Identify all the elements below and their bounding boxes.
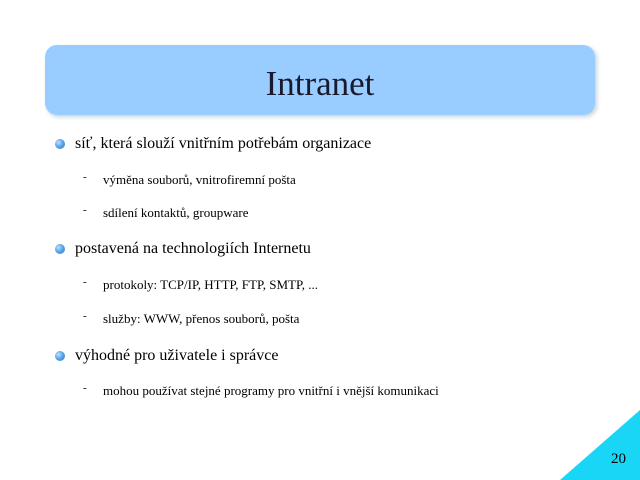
bullet-dot-icon: [55, 139, 65, 149]
dash-icon: -: [83, 204, 87, 216]
dash-icon: -: [83, 382, 87, 394]
corner-decoration: [560, 410, 640, 480]
bullet-text: výhodné pro uživatele i správce: [75, 347, 279, 364]
bullet-dot-icon: [55, 244, 65, 254]
page-number: 20: [611, 451, 626, 467]
dash-icon: -: [83, 276, 87, 288]
sub-bullet-text: sdílení kontaktů, groupware: [103, 205, 249, 220]
sub-bullet-text: výměna souborů, vnitrofiremní pošta: [103, 172, 296, 187]
bullet-text: síť, která slouží vnitřním potřebám organizace: [75, 135, 372, 152]
title-bar: [45, 45, 595, 115]
dash-icon: -: [83, 171, 87, 183]
dash-icon: -: [83, 310, 87, 322]
sub-bullet-text: protokoly: TCP/IP, HTTP, FTP, SMTP, ...: [103, 277, 319, 292]
bullet-text: postavená na technologiích Internetu: [75, 240, 311, 257]
slide-title: Intranet: [265, 64, 375, 103]
bullet-dot-icon: [55, 351, 65, 361]
sub-bullet-text: mohou používat stejné programy pro vnitřní i vnější komunikaci: [103, 383, 439, 398]
sub-bullet-text: služby: WWW, přenos souborů, pošta: [103, 311, 300, 326]
